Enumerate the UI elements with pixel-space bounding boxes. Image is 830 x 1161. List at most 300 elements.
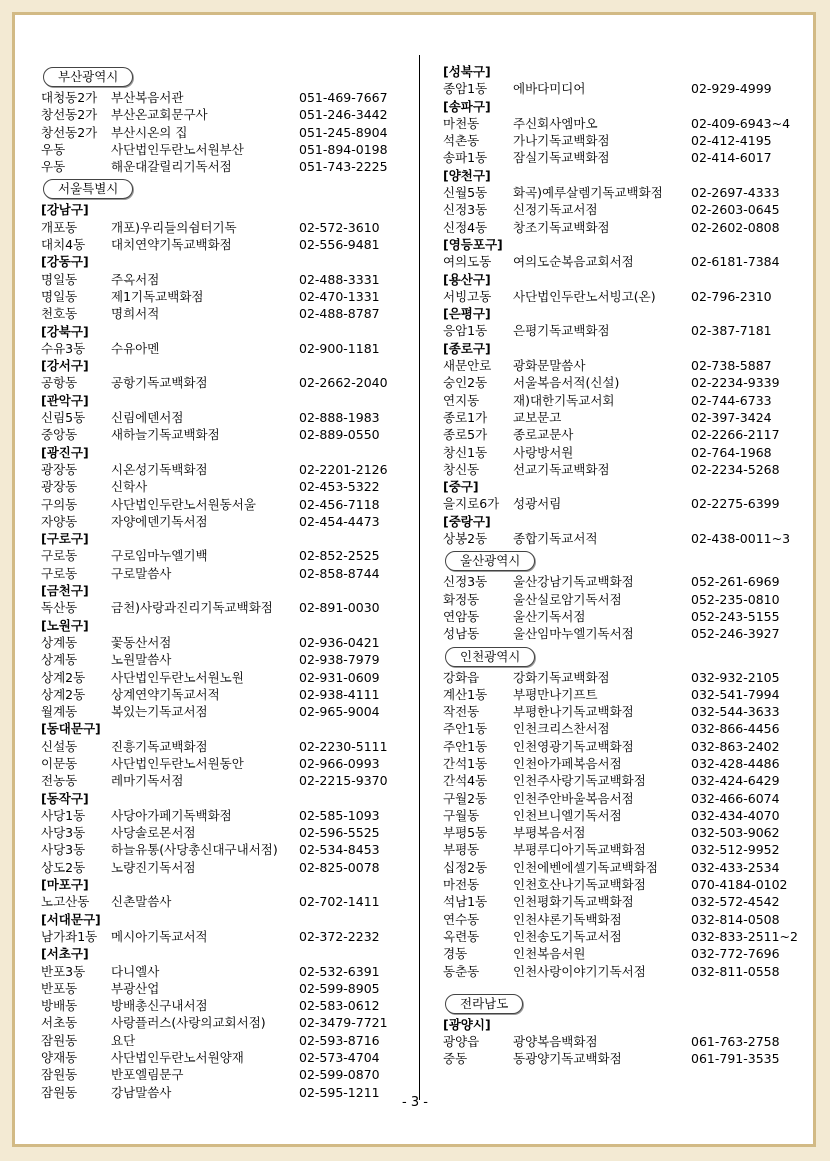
phone-cell: 02-966-0993 bbox=[299, 755, 380, 771]
store-name-cell: 수유아멘 bbox=[111, 340, 160, 356]
phone-cell: 032-932-2105 bbox=[691, 669, 780, 685]
store-name-cell: 부평복음서점 bbox=[513, 825, 586, 841]
store-name-cell: 사당아가페기독백화점 bbox=[111, 807, 232, 823]
phone-cell: 02-599-8905 bbox=[299, 980, 380, 996]
dong-cell: 주안1동 bbox=[443, 738, 488, 754]
store-name-cell: 사단법인두란노서원동안 bbox=[111, 755, 244, 771]
phone-cell: 02-556-9481 bbox=[299, 237, 380, 253]
dong-cell: 응암1동 bbox=[443, 323, 488, 339]
phone-cell: 02-397-3424 bbox=[691, 409, 772, 425]
table-row bbox=[41, 340, 409, 357]
dong-cell: 광양읍 bbox=[443, 1034, 480, 1050]
store-name-cell: 부평만나기프트 bbox=[513, 686, 598, 702]
table-row bbox=[41, 461, 409, 478]
phone-cell: 02-599-0870 bbox=[299, 1067, 380, 1083]
store-name-cell: 울산실로암기독서점 bbox=[513, 591, 622, 607]
table-row bbox=[41, 158, 409, 175]
store-name-cell: 부광산업 bbox=[111, 980, 160, 996]
table-row bbox=[41, 1049, 409, 1066]
district-heading: [노원구] bbox=[41, 617, 89, 633]
phone-cell: 061-791-3535 bbox=[691, 1051, 780, 1067]
phone-cell: 02-454-4473 bbox=[299, 513, 380, 529]
dong-cell: 노고산동 bbox=[41, 894, 90, 910]
table-row bbox=[41, 1032, 409, 1049]
phone-cell: 02-858-8744 bbox=[299, 565, 380, 581]
store-name-cell: 시온성기독백화점 bbox=[111, 461, 208, 477]
table-row bbox=[41, 1066, 409, 1083]
dong-cell: 상도2동 bbox=[41, 859, 86, 875]
phone-cell: 032-772-7696 bbox=[691, 946, 780, 962]
store-name-cell: 공항기독교백화점 bbox=[111, 375, 208, 391]
table-row bbox=[443, 322, 813, 339]
district-heading: [광진구] bbox=[41, 444, 89, 460]
district-heading: [강서구] bbox=[41, 358, 89, 374]
dong-cell: 대치4동 bbox=[41, 237, 86, 253]
table-row bbox=[41, 89, 409, 106]
store-name-cell: 사랑방서원 bbox=[513, 444, 574, 460]
phone-cell: 032-512-9952 bbox=[691, 842, 780, 858]
dong-cell: 종암1동 bbox=[443, 81, 488, 97]
dong-cell: 천호동 bbox=[41, 306, 78, 322]
table-row bbox=[443, 288, 813, 305]
table-row bbox=[443, 374, 813, 391]
phone-cell: 061-763-2758 bbox=[691, 1034, 780, 1050]
table-row bbox=[443, 841, 813, 858]
district-heading: [영등포구] bbox=[443, 236, 503, 252]
region-label: 전라남도 bbox=[445, 994, 523, 1014]
table-row bbox=[443, 608, 813, 625]
region-header bbox=[443, 547, 813, 573]
phone-cell: 032-541-7994 bbox=[691, 686, 780, 702]
phone-cell: 02-453-5322 bbox=[299, 479, 380, 495]
dong-cell: 창선동2가 bbox=[41, 124, 98, 140]
dong-cell: 화정동 bbox=[443, 591, 480, 607]
dong-cell: 공항동 bbox=[41, 375, 78, 391]
store-name-cell: 사단법인두란노서빙고(온) bbox=[513, 288, 656, 304]
district-heading: [종로구] bbox=[443, 340, 491, 356]
region-header bbox=[41, 175, 409, 201]
district-heading: [동대문구] bbox=[41, 721, 101, 737]
dong-cell: 마천동 bbox=[443, 115, 480, 131]
phone-cell: 02-2234-9339 bbox=[691, 375, 780, 391]
dong-cell: 강화읍 bbox=[443, 669, 480, 685]
store-name-cell: 교보문고 bbox=[513, 409, 562, 425]
store-name-cell: 에바다미디어 bbox=[513, 81, 586, 97]
phone-cell: 051-245-8904 bbox=[299, 124, 388, 140]
store-name-cell: 인천아가페복음서점 bbox=[513, 755, 622, 771]
store-name-cell: 명희서적 bbox=[111, 306, 160, 322]
table-row bbox=[41, 772, 409, 789]
phone-cell: 02-891-0030 bbox=[299, 600, 380, 616]
phone-cell: 02-488-8787 bbox=[299, 306, 380, 322]
table-row bbox=[41, 565, 409, 582]
table-row bbox=[41, 409, 409, 426]
table-row bbox=[41, 980, 409, 997]
table-row bbox=[443, 201, 813, 218]
dong-cell: 간석4동 bbox=[443, 773, 488, 789]
store-name-cell: 인천크리스찬서점 bbox=[513, 721, 610, 737]
store-name-cell: 다니엘사 bbox=[111, 963, 160, 979]
phone-cell: 02-412-4195 bbox=[691, 133, 772, 149]
dong-cell: 신정3동 bbox=[443, 202, 488, 218]
phone-cell: 032-811-0558 bbox=[691, 963, 780, 979]
phone-cell: 02-2603-0645 bbox=[691, 202, 780, 218]
dong-cell: 숭인2동 bbox=[443, 375, 488, 391]
dong-cell: 석촌동 bbox=[443, 133, 480, 149]
phone-cell: 051-246-3442 bbox=[299, 107, 388, 123]
phone-cell: 02-596-5525 bbox=[299, 825, 380, 841]
table-row bbox=[443, 444, 813, 461]
district-heading: [서대문구] bbox=[41, 911, 101, 927]
dong-cell: 사당1동 bbox=[41, 807, 86, 823]
phone-cell: 02-2234-5268 bbox=[691, 461, 780, 477]
dong-cell: 사당3동 bbox=[41, 825, 86, 841]
dong-cell: 연암동 bbox=[443, 608, 480, 624]
store-name-cell: 사단법인두란노서원동서울 bbox=[111, 496, 256, 512]
table-row bbox=[443, 1033, 813, 1050]
phone-cell: 02-585-1093 bbox=[299, 807, 380, 823]
dong-cell: 마전동 bbox=[443, 877, 480, 893]
dong-cell: 창신1동 bbox=[443, 444, 488, 460]
store-name-cell: 신정기독교서점 bbox=[513, 202, 598, 218]
store-name-cell: 사랑플러스(사랑의교회서점) bbox=[111, 1015, 266, 1031]
store-name-cell: 인천복음서원 bbox=[513, 946, 586, 962]
phone-cell: 052-235-0810 bbox=[691, 591, 780, 607]
table-row bbox=[443, 720, 813, 737]
dong-cell: 송파1동 bbox=[443, 150, 488, 166]
table-row bbox=[443, 530, 813, 547]
store-name-cell: 사단법인두란노서원양재 bbox=[111, 1050, 244, 1066]
table-row bbox=[443, 149, 813, 166]
phone-cell: 02-889-0550 bbox=[299, 427, 380, 443]
table-row bbox=[41, 651, 409, 668]
phone-cell: 032-503-9062 bbox=[691, 825, 780, 841]
table-row bbox=[41, 496, 409, 513]
phone-cell: 02-583-0612 bbox=[299, 998, 380, 1014]
phone-cell: 02-573-4704 bbox=[299, 1050, 380, 1066]
store-name-cell: 사단법인두란노서원노원 bbox=[111, 669, 244, 685]
table-row bbox=[41, 997, 409, 1014]
table-row bbox=[41, 634, 409, 651]
table-row bbox=[443, 772, 813, 789]
dong-cell: 상계2동 bbox=[41, 669, 86, 685]
phone-cell: 02-825-0078 bbox=[299, 859, 380, 875]
store-name-cell: 울산임마누엘기독서점 bbox=[513, 626, 634, 642]
phone-cell: 02-2266-2117 bbox=[691, 427, 780, 443]
table-row bbox=[41, 599, 409, 616]
phone-cell: 02-409-6943~4 bbox=[691, 115, 791, 131]
store-name-cell: 금천)사랑과진리기독교백화점 bbox=[111, 600, 273, 616]
store-name-cell: 대치연약기독교백화점 bbox=[111, 237, 232, 253]
phone-cell: 02-938-7979 bbox=[299, 652, 380, 668]
phone-cell: 02-2215-9370 bbox=[299, 773, 388, 789]
table-row bbox=[443, 219, 813, 236]
table-row bbox=[41, 478, 409, 495]
store-name-cell: 방배총신구내서점 bbox=[111, 998, 208, 1014]
phone-cell: 02-3479-7721 bbox=[299, 1015, 388, 1031]
table-row bbox=[41, 841, 409, 858]
dong-cell: 주안1동 bbox=[443, 721, 488, 737]
phone-cell: 02-534-8453 bbox=[299, 842, 380, 858]
store-name-cell: 서울복음서적(신설) bbox=[513, 375, 620, 391]
phone-cell: 051-743-2225 bbox=[299, 159, 388, 175]
region-label: 서울특별시 bbox=[43, 179, 133, 199]
phone-cell: 052-246-3927 bbox=[691, 626, 780, 642]
region-header bbox=[41, 63, 409, 89]
table-row bbox=[41, 1014, 409, 1031]
store-name-cell: 강화기독교백화점 bbox=[513, 669, 610, 685]
section-gap bbox=[443, 980, 813, 990]
page bbox=[12, 12, 816, 1147]
dong-cell: 성남동 bbox=[443, 626, 480, 642]
table-row bbox=[443, 703, 813, 720]
table-row bbox=[443, 426, 813, 443]
phone-cell: 02-900-1181 bbox=[299, 340, 380, 356]
table-row bbox=[443, 893, 813, 910]
district-heading: [서초구] bbox=[41, 946, 89, 962]
table-row bbox=[443, 790, 813, 807]
store-name-cell: 부평루디아기독교백화점 bbox=[513, 842, 646, 858]
store-name-cell: 반포엘림문구 bbox=[111, 1067, 184, 1083]
store-name-cell: 복있는기독교서점 bbox=[111, 704, 208, 720]
dong-cell: 잠원동 bbox=[41, 1084, 78, 1100]
table-row bbox=[443, 392, 813, 409]
district-heading: [양천구] bbox=[443, 167, 491, 183]
store-name-cell: 새하늘기독교백화점 bbox=[111, 427, 220, 443]
store-name-cell: 성광서림 bbox=[513, 496, 562, 512]
table-row bbox=[41, 807, 409, 824]
dong-cell: 사당3동 bbox=[41, 842, 86, 858]
table-row bbox=[443, 80, 813, 97]
store-name-cell: 개포)우리들의쉼터기독 bbox=[111, 219, 237, 235]
dong-cell: 우동 bbox=[41, 159, 66, 175]
dong-cell: 명일동 bbox=[41, 288, 78, 304]
phone-cell: 02-438-0011~3 bbox=[691, 531, 791, 547]
table-row bbox=[41, 547, 409, 564]
phone-cell: 02-593-8716 bbox=[299, 1032, 380, 1048]
store-name-cell: 은평기독교백화점 bbox=[513, 323, 610, 339]
dong-cell: 석남1동 bbox=[443, 894, 488, 910]
table-row bbox=[443, 945, 813, 962]
dong-cell: 구월2동 bbox=[443, 790, 488, 806]
region-label: 부산광역시 bbox=[43, 67, 133, 87]
store-name-cell: 자양에덴기독서점 bbox=[111, 513, 208, 529]
table-row bbox=[443, 824, 813, 841]
phone-cell: 032-466-6074 bbox=[691, 790, 780, 806]
dong-cell: 계산1동 bbox=[443, 686, 488, 702]
store-name-cell: 인천송도기독교서점 bbox=[513, 928, 622, 944]
dong-cell: 양재동 bbox=[41, 1050, 78, 1066]
store-name-cell: 인천호산나기독교백화점 bbox=[513, 877, 646, 893]
district-heading: [강남구] bbox=[41, 202, 89, 218]
dong-cell: 신월5동 bbox=[443, 185, 488, 201]
store-name-cell: 구로말씀사 bbox=[111, 565, 172, 581]
phone-cell: 02-796-2310 bbox=[691, 288, 772, 304]
table-row bbox=[41, 513, 409, 530]
store-name-cell: 인천평화기독교백화점 bbox=[513, 894, 634, 910]
page-number: - 3 - bbox=[402, 1095, 428, 1110]
district-heading: [마포구] bbox=[41, 877, 89, 893]
store-name-cell: 광화문말씀사 bbox=[513, 358, 586, 374]
store-name-cell: 선교기독교백화점 bbox=[513, 461, 610, 477]
dong-cell: 창선동2가 bbox=[41, 107, 98, 123]
table-row bbox=[443, 357, 813, 374]
region-header bbox=[443, 990, 813, 1016]
store-name-cell: 메시아기독교서적 bbox=[111, 928, 208, 944]
store-name-cell: 주신회사엠마오 bbox=[513, 115, 598, 131]
store-name-cell: 부산복음서관 bbox=[111, 90, 184, 105]
store-name-cell: 하늘유통(사당총신대구내서점) bbox=[111, 842, 278, 858]
dong-cell: 십정2동 bbox=[443, 859, 488, 875]
phone-cell: 02-965-9004 bbox=[299, 704, 380, 720]
store-name-cell: 부평한나기독교백화점 bbox=[513, 704, 634, 720]
table-row bbox=[443, 591, 813, 608]
table-row bbox=[41, 893, 409, 910]
phone-cell: 02-414-6017 bbox=[691, 150, 772, 166]
dong-cell: 상계동 bbox=[41, 652, 78, 668]
dong-cell: 수유3동 bbox=[41, 340, 86, 356]
store-name-cell: 인천브니엘기독서점 bbox=[513, 807, 622, 823]
store-name-cell: 인천샤론기독백화점 bbox=[513, 911, 622, 927]
dong-cell: 중동 bbox=[443, 1051, 468, 1067]
dong-cell: 구로동 bbox=[41, 548, 78, 564]
phone-cell: 032-433-2534 bbox=[691, 859, 780, 875]
phone-cell: 02-2602-0808 bbox=[691, 219, 780, 235]
phone-cell: 02-702-1411 bbox=[299, 894, 380, 910]
dong-cell: 방배동 bbox=[41, 998, 78, 1014]
phone-cell: 032-863-2402 bbox=[691, 738, 780, 754]
store-name-cell: 신촌말씀사 bbox=[111, 894, 172, 910]
store-name-cell: 여의도순복음교회서점 bbox=[513, 254, 634, 270]
store-name-cell: 신학사 bbox=[111, 479, 148, 495]
dong-cell: 을지로6가 bbox=[443, 496, 500, 512]
store-name-cell: 인천주안바울복음서점 bbox=[513, 790, 634, 806]
store-name-cell: 레마기독서점 bbox=[111, 773, 184, 789]
dong-cell: 남가좌1동 bbox=[41, 928, 98, 944]
phone-cell: 02-764-1968 bbox=[691, 444, 772, 460]
phone-cell: 032-833-2511~2 bbox=[691, 928, 798, 944]
phone-cell: 032-544-3633 bbox=[691, 704, 780, 720]
store-name-cell: 주옥서점 bbox=[111, 271, 160, 287]
district-heading: [동작구] bbox=[41, 790, 89, 806]
right-column bbox=[443, 63, 813, 1068]
dong-cell: 독산동 bbox=[41, 600, 78, 616]
store-name-cell: 사당솔로몬서점 bbox=[111, 825, 196, 841]
dong-cell: 개포동 bbox=[41, 219, 78, 235]
phone-cell: 02-532-6391 bbox=[299, 963, 380, 979]
district-heading: [은평구] bbox=[443, 306, 491, 322]
table-row bbox=[41, 859, 409, 876]
district-heading: [송파구] bbox=[443, 98, 491, 114]
region-label: 울산광역시 bbox=[445, 551, 535, 571]
phone-cell: 02-938-4111 bbox=[299, 686, 380, 702]
table-row bbox=[443, 573, 813, 590]
phone-cell: 02-888-1983 bbox=[299, 410, 380, 426]
table-row bbox=[443, 115, 813, 132]
dong-cell: 연지동 bbox=[443, 392, 480, 408]
store-name-cell: 꽃동산서점 bbox=[111, 634, 172, 650]
store-name-cell: 인천주사랑기독교백화점 bbox=[513, 773, 646, 789]
store-name-cell: 인천에벤에셀기독교백화점 bbox=[513, 859, 658, 875]
store-name-cell: 제1기독교백화점 bbox=[111, 288, 204, 304]
store-name-cell: 잠실기독교백화점 bbox=[513, 150, 610, 166]
dong-cell: 상봉2동 bbox=[443, 531, 488, 547]
store-name-cell: 요단 bbox=[111, 1032, 136, 1048]
store-name-cell: 창조기독교백화점 bbox=[513, 219, 610, 235]
store-name-cell: 사단법인두란노서원부산 bbox=[111, 141, 244, 157]
table-row bbox=[443, 755, 813, 772]
phone-cell: 052-261-6969 bbox=[691, 574, 780, 590]
dong-cell: 상계2동 bbox=[41, 686, 86, 702]
dong-cell: 서초동 bbox=[41, 1015, 78, 1031]
table-row bbox=[443, 132, 813, 149]
dong-cell: 구월동 bbox=[443, 807, 480, 823]
dong-cell: 신정3동 bbox=[443, 574, 488, 590]
table-row bbox=[443, 184, 813, 201]
phone-cell: 02-931-0609 bbox=[299, 669, 380, 685]
table-row bbox=[443, 253, 813, 270]
table-row bbox=[41, 271, 409, 288]
phone-cell: 032-424-6429 bbox=[691, 773, 780, 789]
phone-cell: 02-744-6733 bbox=[691, 392, 772, 408]
phone-cell: 02-929-4999 bbox=[691, 81, 772, 97]
store-name-cell: 종합기독교서적 bbox=[513, 531, 598, 547]
district-heading: [구로구] bbox=[41, 531, 89, 547]
table-row bbox=[41, 106, 409, 123]
dong-cell: 새문안로 bbox=[443, 358, 492, 374]
table-row bbox=[443, 738, 813, 755]
table-row bbox=[41, 426, 409, 443]
phone-cell: 02-852-2525 bbox=[299, 548, 380, 564]
table-row bbox=[443, 669, 813, 686]
dong-cell: 전농동 bbox=[41, 773, 78, 789]
dong-cell: 부평5동 bbox=[443, 825, 488, 841]
dong-cell: 간석1동 bbox=[443, 755, 488, 771]
store-name-cell: 부산온교회문구사 bbox=[111, 107, 208, 123]
store-name-cell: 화곡)예루살렘기독교백화점 bbox=[513, 185, 663, 201]
dong-cell: 이문동 bbox=[41, 755, 78, 771]
table-row bbox=[443, 461, 813, 478]
table-row bbox=[41, 686, 409, 703]
dong-cell: 반포3동 bbox=[41, 963, 86, 979]
phone-cell: 02-387-7181 bbox=[691, 323, 772, 339]
table-row bbox=[443, 495, 813, 512]
dong-cell: 중앙동 bbox=[41, 427, 78, 443]
dong-cell: 상계동 bbox=[41, 634, 78, 650]
table-row bbox=[41, 928, 409, 945]
phone-cell: 032-866-4456 bbox=[691, 721, 780, 737]
phone-cell: 02-488-3331 bbox=[299, 271, 380, 287]
store-name-cell: 인천영광기독교백화점 bbox=[513, 738, 634, 754]
phone-cell: 02-2275-6399 bbox=[691, 496, 780, 512]
district-heading: [강동구] bbox=[41, 254, 89, 270]
store-name-cell: 신림에덴서점 bbox=[111, 410, 184, 426]
dong-cell: 서빙고동 bbox=[443, 288, 492, 304]
table-row bbox=[41, 288, 409, 305]
phone-cell: 02-372-2232 bbox=[299, 928, 380, 944]
dong-cell: 동춘동 bbox=[443, 963, 480, 979]
dong-cell: 창신동 bbox=[443, 461, 480, 477]
dong-cell: 종로5가 bbox=[443, 427, 488, 443]
district-heading: [강북구] bbox=[41, 323, 89, 339]
phone-cell: 051-894-0198 bbox=[299, 141, 388, 157]
dong-cell: 명일동 bbox=[41, 271, 78, 287]
table-row bbox=[41, 963, 409, 980]
dong-cell: 옥련동 bbox=[443, 928, 480, 944]
phone-cell: 02-936-0421 bbox=[299, 634, 380, 650]
column-divider bbox=[419, 55, 420, 1100]
phone-cell: 02-2697-4333 bbox=[691, 185, 780, 201]
